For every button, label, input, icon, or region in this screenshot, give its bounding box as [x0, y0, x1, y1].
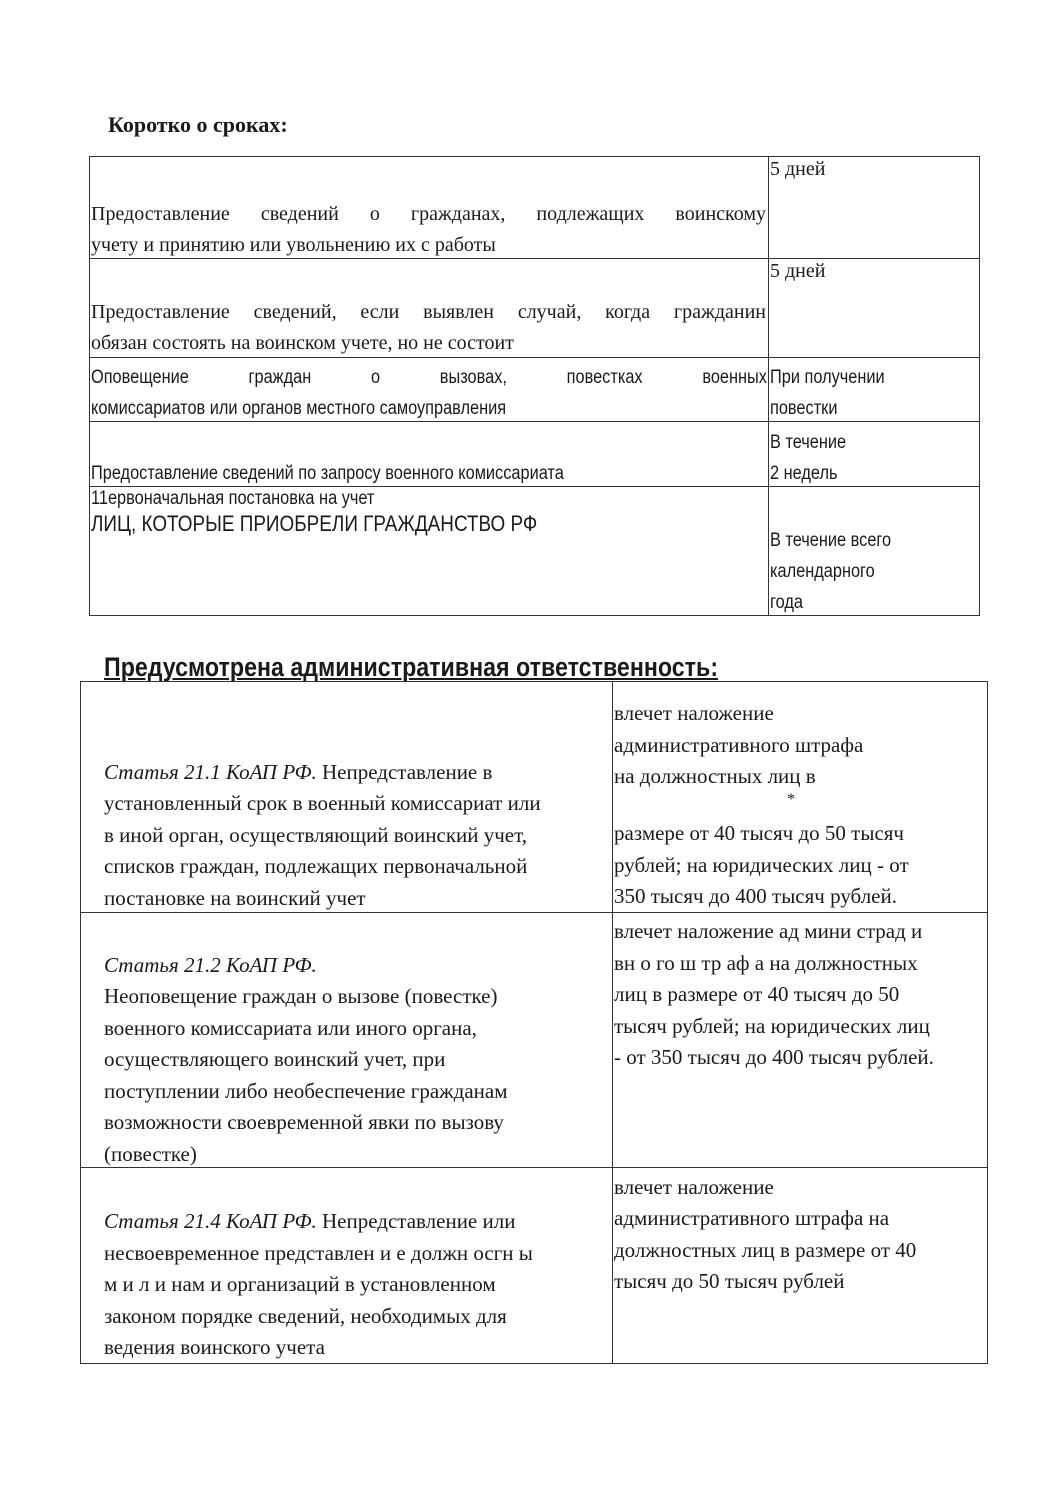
article-text-part: Непредставление в — [316, 760, 493, 784]
penalty-text: тысяч рублей; на юридических лиц — [614, 1014, 930, 1038]
penalty-text: вн о го ш тр аф а на должностных — [614, 951, 918, 975]
penalty-text: тысяч до 50 тысяч рублей — [614, 1269, 845, 1293]
article-text: осуществляющего воинский учет, при — [104, 1047, 446, 1071]
penalty-text: на должностных лиц в — [614, 764, 816, 788]
article-text: военного комиссариата или иного органа, — [104, 1016, 477, 1040]
penalty-text: административного штрафа — [614, 733, 864, 757]
article-text: установленный срок в военный комиссариат или — [104, 791, 541, 815]
row-description: Предоставление сведений, если выявлен случай, когда гражданин — [91, 301, 766, 323]
penalty-text: влечет наложение — [614, 1175, 774, 1199]
penalty-text: размере от 40 тысяч до 50 тысяч — [614, 821, 904, 845]
article-text: возможности своевременной явки по вызову — [104, 1110, 504, 1134]
article-text: поступлении либо необеспечение гражданам — [104, 1079, 508, 1103]
penalty-text: должностных лиц в размере от 40 — [614, 1238, 917, 1262]
row-term: повестки — [770, 398, 838, 419]
penalty-text: рублей; на юридических лиц - от — [614, 853, 909, 877]
row-term: В течение всего — [770, 530, 892, 551]
row-term: 5 дней — [770, 158, 826, 180]
article-text: списков граждан, подлежащих первоначальной — [104, 854, 528, 878]
penalty-text: административного штрафа на — [614, 1206, 890, 1230]
article-reference: Статья 21.2 КоАП РФ. — [104, 953, 317, 977]
asterisk-mark: * — [787, 791, 795, 808]
penalty-text: влечет наложение ад мини страд и — [614, 919, 923, 943]
row-term: При получении — [770, 367, 885, 388]
column-divider — [612, 681, 613, 1364]
article-text-part: Непредставление или — [316, 1209, 516, 1233]
row-description: Предоставление сведений о гражданах, подлежащих воинскому — [91, 203, 766, 225]
article-text — [104, 757, 492, 789]
row-divider — [80, 1167, 988, 1168]
article-text: в иной орган, осуществляющий воинский учет, — [104, 823, 527, 847]
row-description: комиссариатов или органов местного самоуправления — [91, 398, 507, 419]
row-term: календарного — [770, 561, 875, 582]
row-description: учету и принятию или увольнению их с работы — [91, 234, 496, 256]
article-text: постановке на воинский учет — [104, 886, 366, 910]
article-reference: Статья 21.1 КоАП РФ. — [104, 760, 317, 784]
article-text — [104, 1206, 515, 1238]
column-divider — [768, 156, 769, 616]
article-text: Неоповещение граждан о вызове (повестке) — [104, 984, 498, 1008]
row-term: 5 дней — [770, 260, 826, 282]
row-term: В течение — [770, 432, 847, 453]
penalty-text: влечет наложение — [614, 701, 774, 725]
row-description: ЛИЦ, КОТОРЫЕ ПРИОБРЕЛИ ГРАЖДАНСТВО РФ — [91, 511, 538, 536]
row-description: 11ервоначальная постановка на учет — [91, 488, 375, 509]
penalty-text: - от 350 тысяч до 400 тысяч рублей. — [614, 1045, 934, 1069]
article-text: законом порядке сведений, необходимых для — [104, 1304, 507, 1328]
article-text: (повестке) — [104, 1142, 197, 1166]
article-text: ведения воинского учета — [104, 1335, 325, 1359]
article-text: м и л и нам и организаций в установленном — [104, 1272, 496, 1296]
article-text: несвоевременное представлен и е должн осгн ы — [104, 1241, 533, 1265]
row-description: обязан состоять на воинском учете, но не состоит — [91, 332, 514, 354]
row-term: 2 недель — [770, 463, 838, 484]
penalty-text: лиц в размере от 40 тысяч до 50 — [614, 982, 900, 1006]
section-title-liability: Предусмотрена административная ответственность: — [104, 652, 719, 682]
row-term: года — [770, 592, 803, 613]
row-description: Оповещение граждан о вызовах, повестках военных — [91, 367, 767, 388]
article-reference: Статья 21.4 КоАП РФ. — [104, 1209, 317, 1233]
section-title-deadlines: Коротко о сроках: — [108, 112, 288, 137]
penalty-text: 350 тысяч до 400 тысяч рублей. — [614, 884, 897, 908]
row-description: Предоставление сведений по запросу военного комиссариата — [91, 463, 564, 484]
